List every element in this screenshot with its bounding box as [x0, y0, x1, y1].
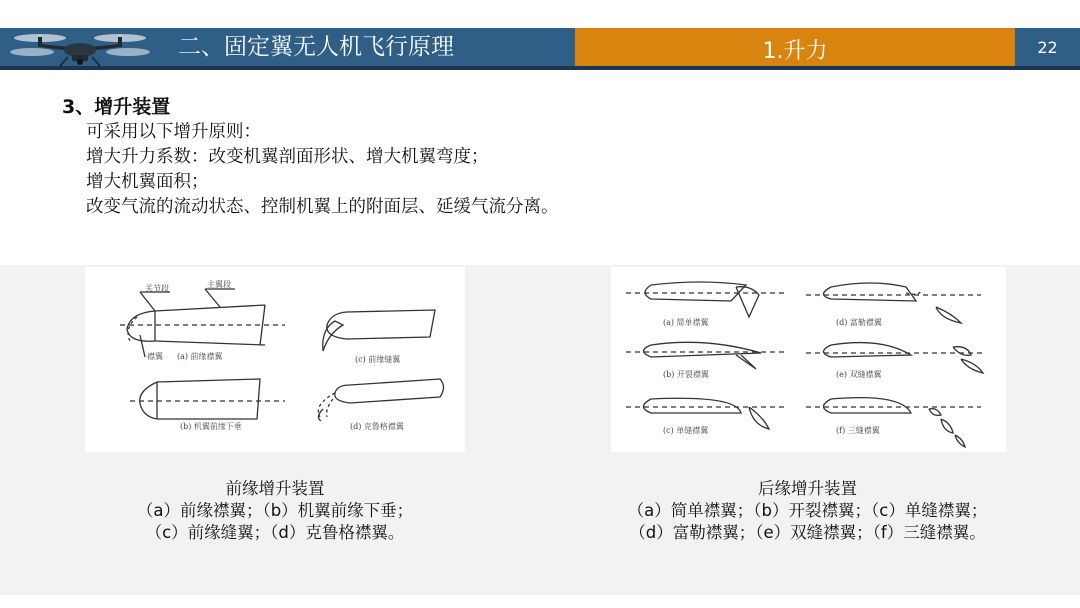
- body-line: 改变气流的流动状态、控制机翼上的附面层、延缓气流分离。: [86, 197, 559, 217]
- label-joint: 关节段: [145, 284, 169, 293]
- label-flap: 襟翼: [147, 352, 163, 361]
- caption-line: （a）前缘襟翼；（b）机翼前缘下垂；: [136, 501, 414, 520]
- label-te: (e) 双缝襟翼: [836, 370, 882, 379]
- leading-edge-caption: [85, 478, 465, 544]
- leading-edge-figure: [85, 267, 465, 452]
- header-section-label: 1.升力: [762, 39, 828, 64]
- label-main: 主翼段: [207, 280, 231, 289]
- trailing-edge-figure: [611, 267, 1006, 452]
- label-ta: (a) 简单襟翼: [663, 318, 709, 327]
- label-b: (b) 机翼前缘下垂: [180, 422, 242, 431]
- label-td: (d) 富勒襟翼: [836, 318, 882, 327]
- drone-icon: [10, 28, 150, 68]
- section-heading: 3、增升装置: [62, 96, 171, 118]
- label-tc: (c) 单缝襟翼: [663, 426, 709, 435]
- header-title: 二、固定翼无人机飞行原理: [178, 34, 454, 60]
- body-line: 增大升力系数：改变机翼剖面形状、增大机翼弯度；: [86, 147, 489, 167]
- body-line: 增大机翼面积；: [86, 172, 209, 192]
- caption-title: 后缘增升装置: [758, 479, 857, 498]
- body-line: 可采用以下增升原则：: [86, 122, 261, 142]
- caption-line: （c）前缘缝翼；（d）克鲁格襟翼。: [145, 523, 405, 542]
- caption-line: （d）富勒襟翼；（e）双缝襟翼；（f）三缝襟翼。: [629, 523, 986, 542]
- trailing-edge-caption: [595, 478, 1020, 544]
- label-tb: (b) 开裂襟翼: [663, 370, 709, 379]
- body-text: [86, 120, 559, 220]
- header-underline: [0, 66, 1080, 70]
- label-tf: (f) 三缝襟翼: [836, 426, 880, 435]
- label-c: (c) 前缘缝翼: [355, 355, 401, 364]
- header-bar: [0, 28, 1080, 70]
- label-a: (a) 前缘襟翼: [177, 352, 223, 361]
- caption-line: （a）简单襟翼；（b）开裂襟翼；（c）单缝襟翼；: [627, 501, 988, 520]
- caption-title: 前缘增升装置: [225, 479, 325, 498]
- trailing-edge-diagram: [611, 267, 1006, 452]
- leading-edge-diagram: [85, 267, 465, 452]
- page-number: 22: [1037, 38, 1058, 57]
- label-d: (d) 克鲁格襟翼: [350, 422, 404, 431]
